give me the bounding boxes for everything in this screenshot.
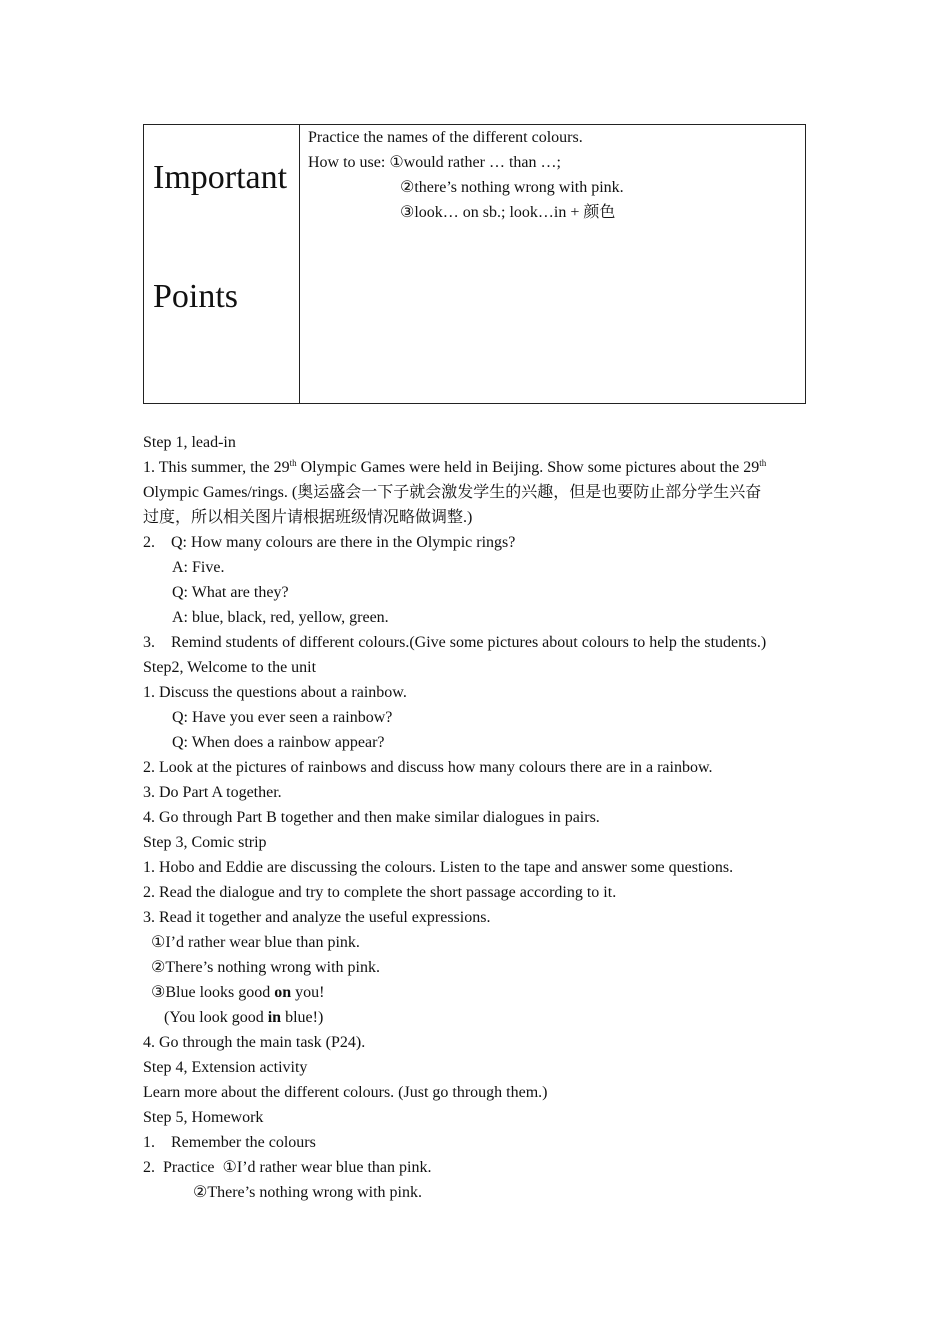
- points-line: How to use: ①would rather … than …;: [308, 154, 561, 171]
- text-line: 1. Discuss the questions about a rainbow.: [143, 684, 407, 701]
- text-line: 2. Read the dialogue and try to complete the short passage according to it.: [143, 884, 617, 901]
- step5-heading: Step 5, Homework: [143, 1109, 264, 1126]
- text-line: 2. Look at the pictures of rainbows and discuss how many colours there are in a rainbow.: [143, 759, 713, 776]
- text-line: Q: What are they?: [172, 584, 289, 601]
- step1-heading: Step 1, lead-in: [143, 434, 236, 451]
- step2-heading: Step2, Welcome to the unit: [143, 659, 317, 676]
- lesson-steps: [143, 430, 813, 1205]
- points-line: ②there’s nothing wrong with pink.: [400, 179, 624, 196]
- text-line: 2. Practice ①I’d rather wear blue than pink.: [143, 1159, 432, 1176]
- text-line: 1. Remember the colours: [143, 1134, 316, 1151]
- text-fragment: ③Blue looks good: [151, 984, 275, 1001]
- text-fragment: (You look good: [164, 1009, 268, 1026]
- text-line: 4. Go through Part B together and then make similar dialogues in pairs.: [143, 809, 600, 826]
- bold-word: on: [274, 984, 292, 1001]
- text-line: A: Five.: [172, 559, 225, 576]
- text-fragment: Olympic Games were held in Beijing. Show some pictures about the 29: [296, 459, 760, 476]
- points-line: Practice the names of the different colours.: [308, 129, 583, 146]
- text-line: ②There’s nothing wrong with pink.: [193, 1184, 422, 1201]
- label-points: Points: [153, 278, 239, 315]
- text-line: Olympic Games/rings. (奥运盛会一下子就会激发学生的兴趣，但是也要防止部分学生兴奋: [143, 484, 762, 501]
- step4-heading: Step 4, Extension activity: [143, 1059, 308, 1076]
- text-line: [143, 1005, 813, 1030]
- text-line: Q: Have you ever seen a rainbow?: [172, 709, 393, 726]
- text-line: A: blue, black, red, yellow, green.: [172, 609, 389, 626]
- superscript: th: [289, 458, 297, 468]
- points-cell: [308, 125, 799, 225]
- text-fragment: 1. This summer, the 29: [143, 459, 290, 476]
- text-line: 3. Read it together and analyze the useful expressions.: [143, 909, 491, 926]
- important-points-table: [143, 124, 806, 404]
- bold-word: in: [267, 1009, 282, 1026]
- superscript: th: [759, 458, 767, 468]
- text-line: 4. Go through the main task (P24).: [143, 1034, 366, 1051]
- text-fragment: blue!): [281, 1009, 324, 1026]
- text-fragment: you!: [291, 984, 325, 1001]
- points-line: ③look… on sb.; look…in + 颜色: [400, 204, 616, 221]
- text-line: 2. Q: How many colours are there in the Olympic rings?: [143, 534, 516, 551]
- text-line: Learn more about the different colours. (Just go through them.): [143, 1084, 548, 1101]
- text-line: 3. Do Part A together.: [143, 784, 282, 801]
- text-line: ①I’d rather wear blue than pink.: [151, 934, 360, 951]
- table-column-divider: [299, 125, 300, 403]
- label-important: Important: [153, 159, 288, 196]
- step3-heading: Step 3, Comic strip: [143, 834, 267, 851]
- text-line: 过度，所以相关图片请根据班级情况略做调整.): [143, 509, 473, 526]
- text-line: 3. Remind students of different colours.(Give some pictures about colours to help the students.): [143, 634, 767, 651]
- text-line: 1. Hobo and Eddie are discussing the colours. Listen to the tape and answer some questions.: [143, 859, 734, 876]
- text-line: ②There’s nothing wrong with pink.: [151, 959, 380, 976]
- text-line: [143, 455, 813, 480]
- text-line: [143, 980, 813, 1005]
- text-line: Q: When does a rainbow appear?: [172, 734, 385, 751]
